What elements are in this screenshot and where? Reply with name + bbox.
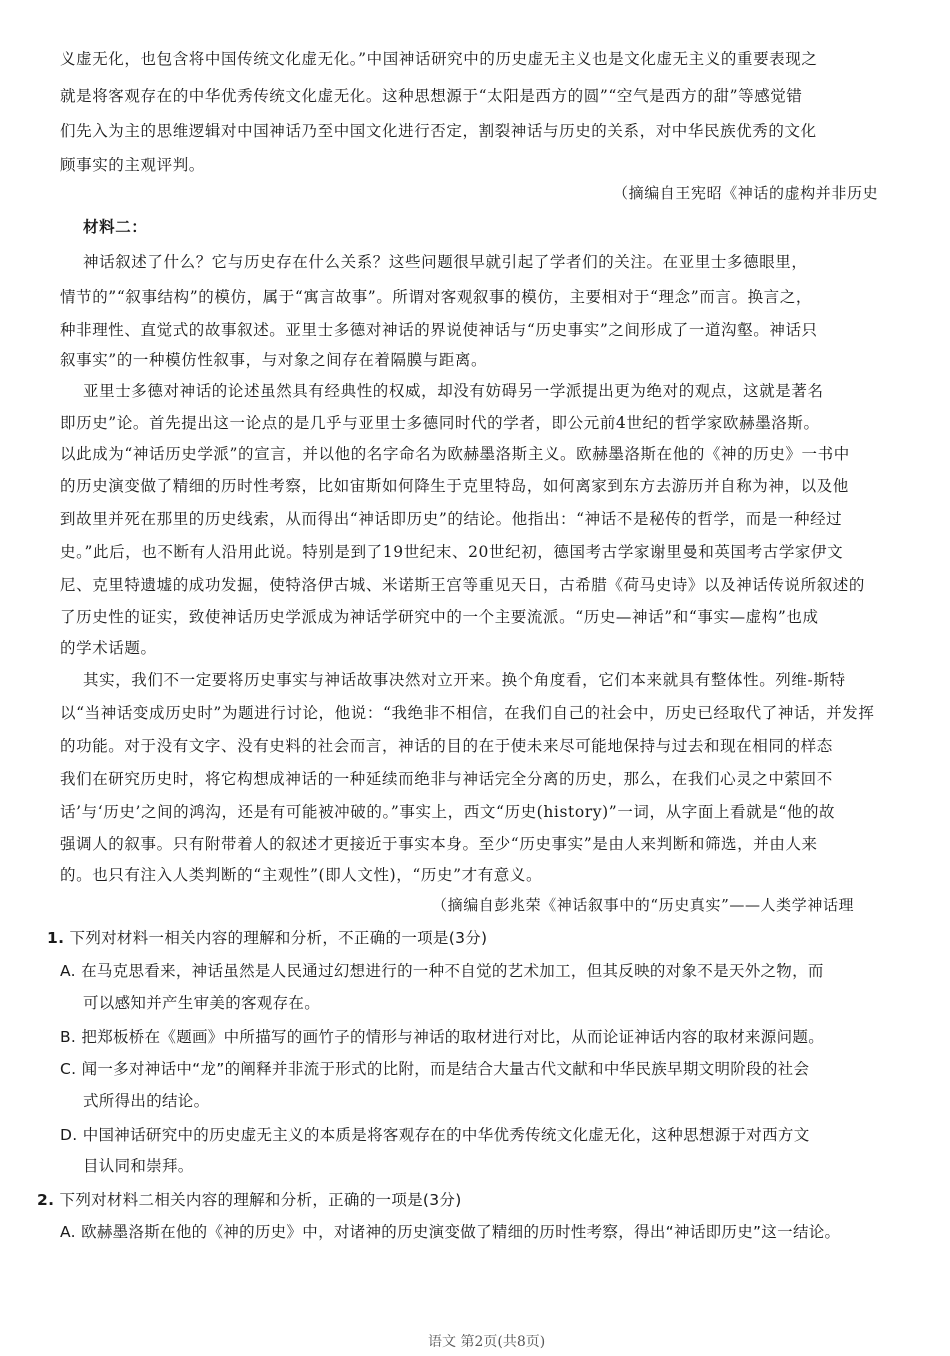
question1-text: 下列对材料一相关内容的理解和分析，不正确的一项是(3分) (69, 929, 488, 947)
material2-line: 神话叙述了什么？它与历史存在什么关系？这些问题很早就引起了学者们的关注。在亚里士多德眼里， (83, 253, 808, 271)
material2-line: 以“当神话变成历史时”为题进行讨论，他说：“我绝非不相信，在我们自己的社会中，历史已经取代了神话，并发挥 (60, 704, 875, 722)
material1-source: （摘编自王宪昭《神话的虚构并非历史 (613, 184, 879, 202)
question2-option-a: A. 欧赫墨洛斯在他的《神的历史》中，对诸神的历史演变做了精细的历时性考察，得出“神话即历史”这一结论。 (60, 1223, 841, 1241)
question1-option-c-cont: 式所得出的结论。 (83, 1092, 210, 1110)
material2-line: 尼、克里特遗墟的成功发掘，使特洛伊古城、米诺斯王宫等重见天日，古希腊《荷马史诗》以及神话传说所叙述的 (60, 576, 866, 594)
material2-line: 史。”此后，也不断有人沿用此说。特别是到了19世纪末、20世纪初，德国考古学家谢里曼和英国考古学家伊文 (60, 543, 844, 561)
material2-line: 情节的”“叙事结构”的模仿，属于“寓言故事”。所谓对客观叙事的模仿，主要相对于“理念”而言。换言之， (60, 288, 812, 306)
material1-line: 义虚无化，也包含将中国传统文化虚无化。”中国神话研究中的历史虚无主义也是文化虚无主义的重要表现之 (60, 50, 818, 68)
material2-line: 亚里士多德对神话的论述虽然具有经典性的权威，却没有妨碍另一学派提出更为绝对的观点，这就是著名 (83, 382, 824, 400)
material2-line: 以此成为“神话历史学派”的宣言，并以他的名字命名为欧赫墨洛斯主义。欧赫墨洛斯在他的《神的历史》一书中 (60, 445, 850, 463)
question1-stem (47, 928, 487, 948)
material2-line: 话’与‘历史’之间的鸿沟，还是有可能被冲破的。”事实上，西文“历史(history)”一词，从字面上看就是“他的故 (60, 803, 836, 821)
material2-line: 我们在研究历史时，将它构想成神话的一种延续而绝非与神话完全分离的历史，那么，在我们心灵之中萦回不 (60, 770, 833, 788)
material2-line: 到故里并死在那里的历史线索，从而得出“神话即历史”的结论。他指出：“神话不是秘传的哲学，而是一种经过 (60, 510, 843, 528)
question2-text: 下列对材料二相关内容的理解和分析，正确的一项是(3分) (59, 1191, 462, 1209)
material2-line: 叙事实”的一种模仿性叙事，与对象之间存在着隔膜与距离。 (60, 351, 488, 369)
material1-line: 顾事实的主观评判。 (60, 156, 205, 174)
material2-line: 的历史演变做了精细的历时性考察，比如宙斯如何降生于克里特岛，如何离家到东方去游历并自称为神，以及他 (60, 477, 849, 495)
question1-option-d-cont: 目认同和崇拜。 (83, 1157, 194, 1175)
material2-line: 的学术话题。 (60, 639, 157, 657)
material2-line: 种非理性、直觉式的故事叙述。亚里士多德对神话的界说使神话与“历史事实”之间形成了一道沟壑。神话只 (60, 321, 818, 339)
question1-number: 1. (47, 929, 65, 947)
material1-line: 就是将客观存在的中华优秀传统文化虚无化。这种思想源于“太阳是西方的圆”“空气是西方的甜”等感觉错 (60, 87, 803, 105)
material2-line: 强调人的叙事。只有附带着人的叙述才更接近于事实本身。至少“历史事实”是由人来判断和筛选，并由人来 (60, 835, 818, 853)
question1-option-a: A. 在马克思看来，神话虽然是人民通过幻想进行的一种不自觉的艺术加工，但其反映的对象不是天外之物，而 (60, 962, 824, 980)
question1-option-b: B. 把郑板桥在《题画》中所描写的画竹子的情形与神话的取材进行对比，从而论证神话内容的取材来源问题。 (60, 1028, 824, 1046)
material2-heading: 材料二： (83, 218, 148, 236)
material2-line: 的功能。对于没有文字、没有史料的社会而言，神话的目的在于使未来尽可能地保持与过去和现在相同的样态 (60, 737, 833, 755)
page-footer: 语文 第2页(共8页) (428, 1334, 546, 1350)
material1-line: 们先入为主的思维逻辑对中国神话乃至中国文化进行否定，割裂神话与历史的关系，对中华民族优秀的文化 (60, 122, 817, 140)
material2-line: 的。也只有注入人类判断的“主观性”(即人文性)，“历史”才有意义。 (60, 866, 543, 884)
question1-option-c: C. 闻一多对神话中“龙”的阐释并非流于形式的比附，而是结合大量古代文献和中华民族早期文明阶段的社会 (60, 1060, 810, 1078)
material2-line: 了历史性的证实，致使神话历史学派成为神话学研究中的一个主要流派。“历史—神话”和“事实—虚构”也成 (60, 608, 819, 626)
material2-source: （摘编自彭兆荣《神话叙事中的“历史真实”——人类学神话理 (432, 896, 855, 914)
question1-option-d: D. 中国神话研究中的历史虚无主义的本质是将客观存在的中华优秀传统文化虚无化，这种思想源于对西方文 (60, 1126, 810, 1144)
material2-line: 其实，我们不一定要将历史事实与神话故事决然对立开来。换个角度看，它们本来就具有整体性。列维-斯特 (83, 671, 846, 689)
material2-line: 即历史”论。首先提出这一论点的是几乎与亚里士多德同时代的学者，即公元前4世纪的哲学家欧赫墨洛斯。 (60, 414, 820, 432)
question1-option-a-cont: 可以感知并产生审美的客观存在。 (83, 994, 321, 1012)
question2-stem (37, 1190, 462, 1210)
question2-number: 2. (37, 1191, 55, 1209)
